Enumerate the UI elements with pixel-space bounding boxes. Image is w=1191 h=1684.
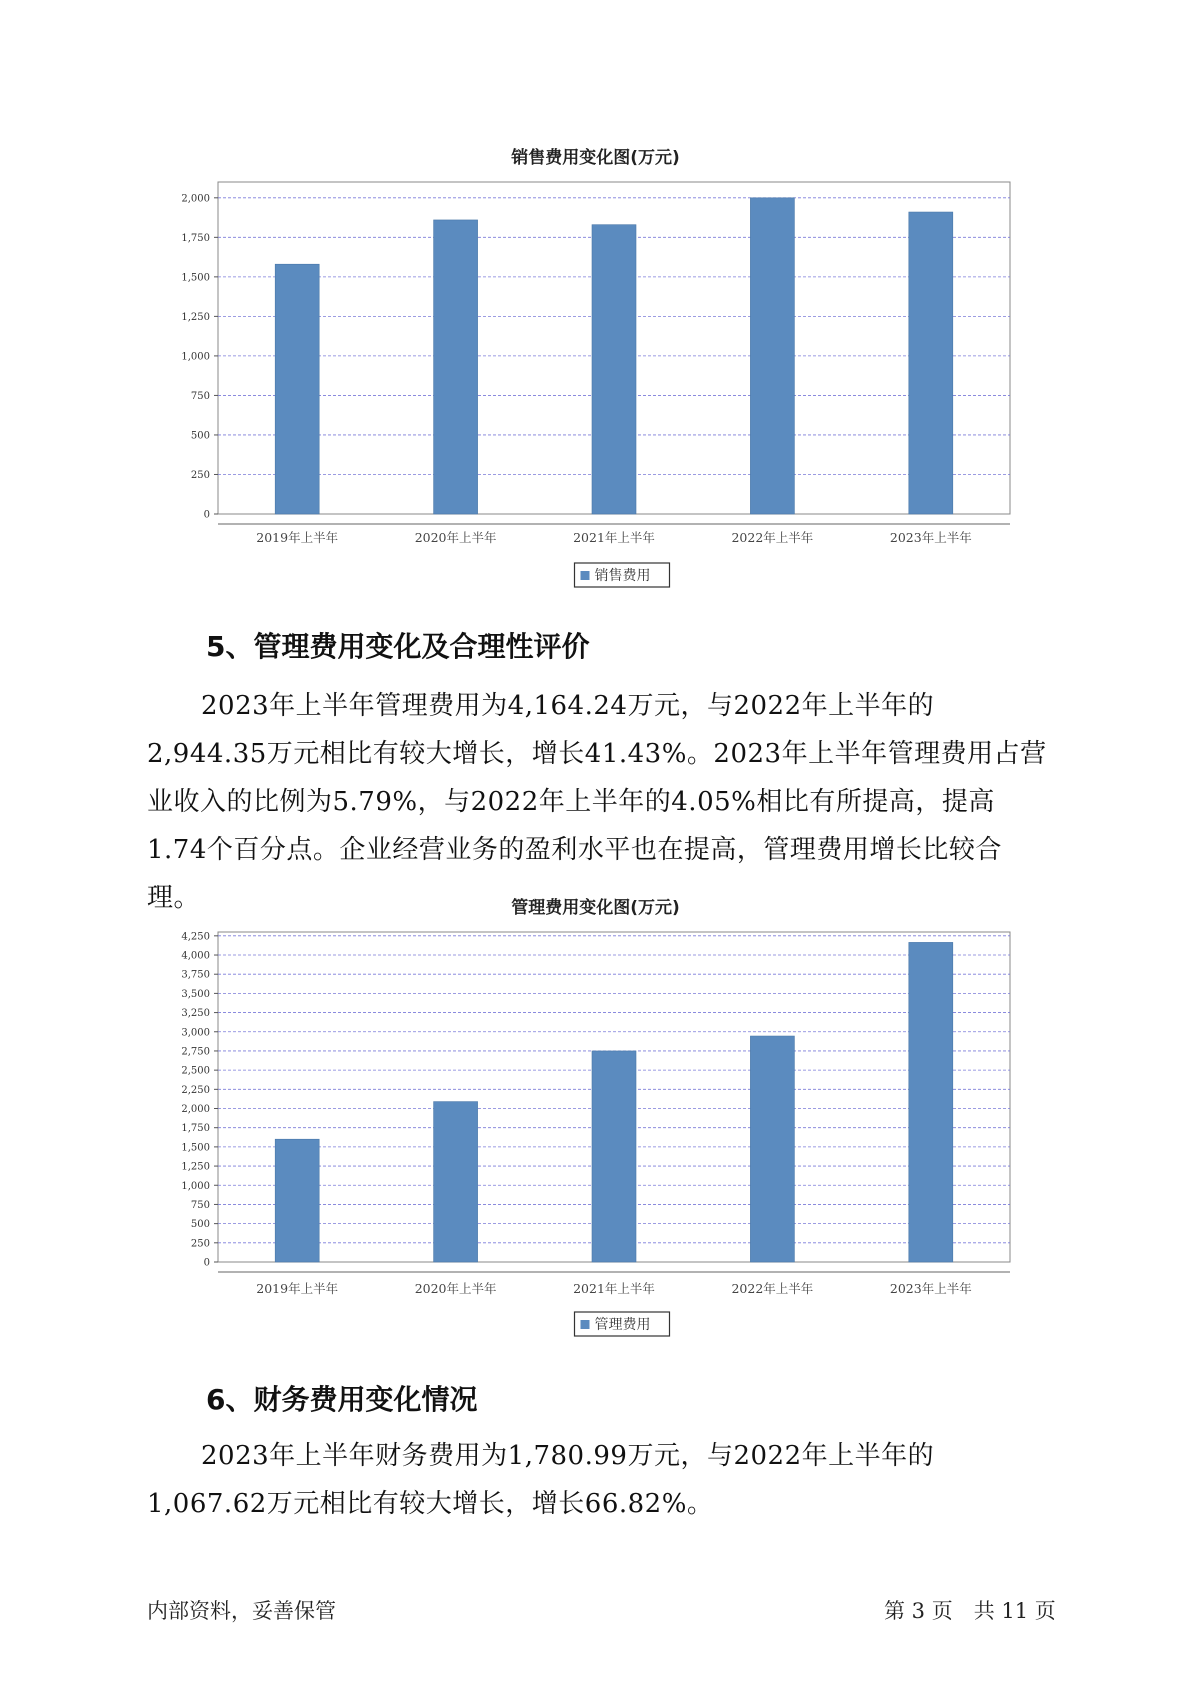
x-tick-label: 2019年上半年	[256, 1281, 339, 1296]
y-tick-label: 1,000	[181, 1180, 210, 1192]
y-tick-label: 1,250	[181, 311, 210, 323]
y-tick-label: 3,000	[181, 1027, 210, 1039]
y-tick-label: 3,500	[181, 988, 210, 1000]
legend-label: 管理费用	[594, 1317, 651, 1333]
management-expense-paragraph: 2023年上半年管理费用为4,164.24万元，与2022年上半年的2,944.35万元相比有较大增长，增长41.43%。2023年上半年管理费用占营业收入的比例为5.79%，与2022年上半年的4.05%相比有所提高，提高1.74个百分点。企业经营业务的盈利水平也在提高，管理费用增长比较合理。	[147, 691, 1047, 913]
y-tick-label: 500	[190, 430, 210, 442]
bar	[592, 225, 636, 514]
x-tick-label: 2021年上半年	[573, 1281, 655, 1296]
chart-title-sales: 销售费用变化图(万元)	[511, 148, 680, 168]
y-tick-label: 750	[190, 1199, 210, 1211]
x-tick-label: 2023年上半年	[889, 530, 972, 545]
legend-label: 销售费用	[594, 568, 651, 584]
y-tick-label: 3,750	[181, 969, 210, 981]
y-tick-label: 250	[190, 469, 210, 481]
x-tick-label: 2020年上半年	[414, 1281, 497, 1296]
x-tick-label: 2021年上半年	[573, 530, 655, 545]
bar	[434, 1102, 478, 1262]
y-tick-label: 2,000	[181, 193, 210, 205]
bar	[275, 264, 319, 514]
x-tick-label: 2020年上半年	[414, 530, 497, 545]
section-heading-management: 5、管理费用变化及合理性评价	[206, 630, 590, 663]
bar	[750, 1036, 794, 1262]
bar	[909, 212, 953, 514]
management-expense-chart	[0, 920, 1191, 1350]
y-tick-label: 2,000	[181, 1104, 210, 1116]
y-tick-label: 1,000	[181, 351, 210, 363]
y-tick-label: 0	[203, 509, 210, 521]
footer-confidential-note: 内部资料，妥善保管	[147, 1599, 336, 1623]
section-heading-finance: 6、财务费用变化情况	[206, 1383, 478, 1416]
x-tick-label: 2019年上半年	[256, 530, 339, 545]
y-tick-label: 3,250	[181, 1008, 210, 1020]
y-tick-label: 4,250	[181, 931, 210, 943]
x-tick-label: 2022年上半年	[731, 530, 814, 545]
y-tick-label: 2,500	[181, 1065, 210, 1077]
x-tick-label: 2023年上半年	[889, 1281, 972, 1296]
y-tick-label: 1,250	[181, 1161, 210, 1173]
bar	[750, 198, 794, 514]
chart-title-management: 管理费用变化图(万元)	[511, 898, 680, 918]
y-tick-label: 2,750	[181, 1046, 210, 1058]
footer-page-number: 第 3 页 共 11 页	[884, 1599, 1056, 1623]
y-tick-label: 1,750	[181, 232, 210, 244]
bar	[592, 1051, 636, 1262]
y-tick-label: 750	[190, 390, 210, 402]
y-tick-label: 1,500	[181, 272, 210, 284]
y-tick-label: 250	[190, 1238, 210, 1250]
bar	[909, 942, 953, 1262]
legend-swatch	[581, 1320, 590, 1329]
y-tick-label: 1,750	[181, 1123, 210, 1135]
bar	[275, 1139, 319, 1262]
bar	[434, 220, 478, 514]
y-tick-label: 500	[190, 1219, 210, 1231]
y-tick-label: 4,000	[181, 950, 210, 962]
sales-expense-chart	[0, 170, 1191, 640]
y-tick-label: 1,500	[181, 1142, 210, 1154]
legend-swatch	[581, 571, 590, 580]
y-tick-label: 2,250	[181, 1084, 210, 1096]
y-tick-label: 0	[203, 1257, 210, 1269]
x-tick-label: 2022年上半年	[731, 1281, 814, 1296]
finance-expense-paragraph: 2023年上半年财务费用为1,780.99万元，与2022年上半年的1,067.62万元相比有较大增长，增长66.82%。	[147, 1441, 935, 1519]
